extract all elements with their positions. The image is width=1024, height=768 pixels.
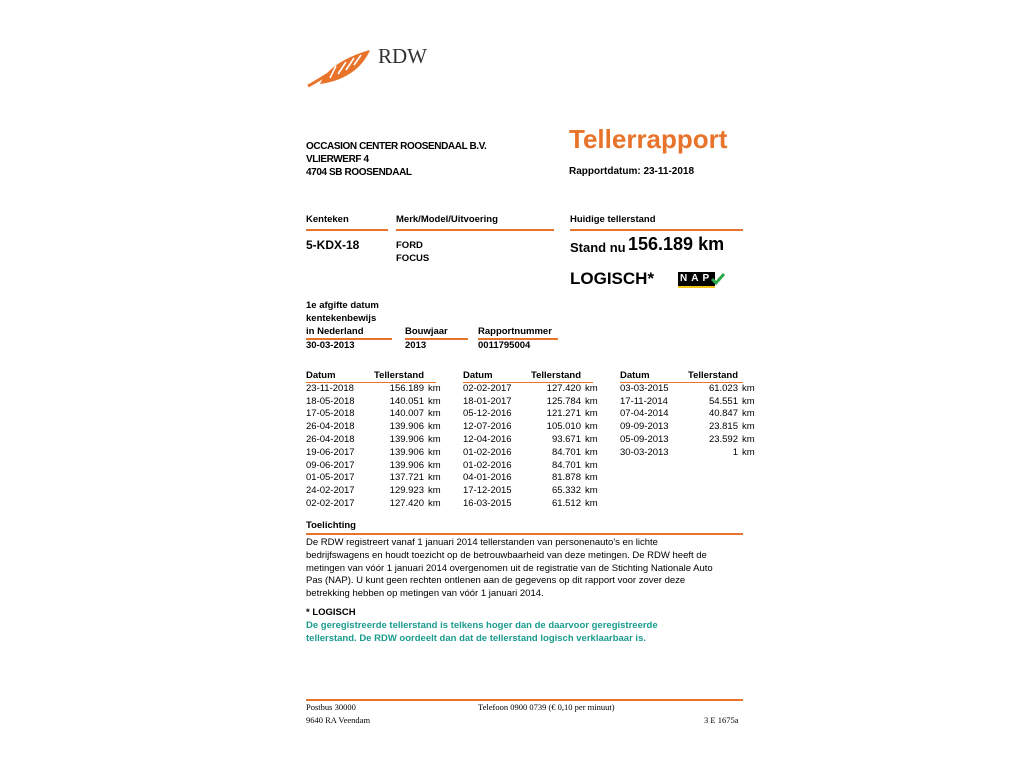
reading-date: 18-01-2017 [463, 395, 512, 407]
reading-date: 12-04-2016 [463, 433, 512, 445]
reading-value: 125.784 [546, 395, 581, 407]
reading-unit: km [428, 408, 441, 420]
nap-label: NAP [678, 272, 715, 288]
footer-divider [306, 699, 743, 701]
value-header: Tellerstand [531, 370, 581, 381]
date-header: Datum [306, 370, 336, 381]
table-row [620, 396, 760, 409]
reg-label-3: in Nederland [306, 325, 364, 337]
divider-huidige [570, 229, 743, 231]
explanation-line-4: Pas (NAP). U kunt geen rechten ontlenen aan de gegevens op dit rapport voor zover deze [306, 575, 686, 587]
report-date: Rapportdatum: 23-11-2018 [569, 166, 695, 177]
table-row [463, 421, 603, 434]
reading-unit: km [585, 382, 598, 394]
explanation-line-5: betrekking hebben op metingen van vóór 1 januari 2014. [306, 588, 544, 600]
reading-date: 01-05-2017 [306, 472, 355, 484]
reading-date: 24-02-2017 [306, 485, 355, 497]
verdict: LOGISCH* [570, 269, 655, 288]
reading-unit: km [428, 497, 441, 509]
reading-value: 23.592 [708, 433, 738, 445]
table-row [620, 421, 760, 434]
reading-value: 40.847 [708, 408, 738, 420]
reading-date: 30-03-2013 [620, 446, 669, 458]
reading-unit: km [585, 421, 598, 433]
reading-date: 19-06-2017 [306, 446, 355, 458]
table-row [306, 498, 446, 511]
reading-date: 01-02-2016 [463, 446, 512, 458]
table-divider [463, 382, 593, 384]
plate: 5-KDX-18 [306, 238, 360, 252]
table-row [463, 396, 603, 409]
reading-value: 140.007 [389, 408, 424, 420]
table-row [463, 472, 603, 485]
reading-date: 18-05-2018 [306, 395, 355, 407]
footer-city: 9640 RA Veendam [306, 715, 371, 725]
explanation-title: Toelichting [306, 520, 356, 531]
reading-date: 02-02-2017 [463, 382, 512, 394]
explanation-line-1: De RDW registreert vanaf 1 januari 2014 tellerstanden van personenauto's en lichte [306, 537, 658, 548]
reading-date: 17-05-2018 [306, 408, 355, 420]
reading-value: 1 [732, 446, 738, 458]
rapport-label: Rapportnummer [478, 326, 552, 337]
reading-date: 09-09-2013 [620, 421, 669, 433]
explanation-line-3: metingen van vóór 1 januari 2014 overgenomen uit de registratie van de Stichting Nationale Auto [306, 562, 713, 574]
table-row [306, 460, 446, 473]
reading-value: 121.271 [546, 408, 581, 420]
footer-code: 3 E 1675a [704, 715, 739, 725]
logisch-line-2: tellerstand. De RDW oordeelt dan dat de tellerstand logisch verklaarbaar is. [306, 632, 646, 644]
address-line-3: 4704 SB ROOSENDAAL [306, 167, 412, 178]
reading-unit: km [742, 408, 755, 420]
divider-kenteken [306, 229, 388, 231]
reading-date: 03-03-2015 [620, 382, 669, 394]
rapport-value: 0011795004 [478, 340, 531, 351]
reading-unit: km [742, 382, 755, 394]
logisch-line-1: De geregistreerde tellerstand is telkens hoger dan de daarvoor geregistreerde [306, 620, 658, 631]
footer-postbus: Postbus 30000 [306, 702, 356, 712]
table-row [620, 447, 760, 460]
reading-value: 54.551 [708, 395, 738, 407]
reading-value: 140.051 [389, 395, 424, 407]
logisch-text [306, 620, 658, 646]
table-row [463, 485, 603, 498]
reading-date: 26-04-2018 [306, 433, 355, 445]
divider-merk [396, 229, 554, 231]
reading-value: 61.023 [708, 382, 738, 394]
header-huidige: Huidige tellerstand [570, 214, 656, 225]
header-kenteken: Kenteken [306, 214, 349, 225]
table-row [463, 383, 603, 396]
reading-value: 139.906 [389, 421, 424, 433]
reading-unit: km [428, 446, 441, 458]
reading-date: 02-02-2017 [306, 497, 355, 509]
explanation-line-2: bedrijfswagens en houdt toezicht op de betrouwbaarheid van deze metingen. De RDW heeft de [306, 549, 707, 561]
reading-value: 23.815 [708, 421, 738, 433]
reading-unit: km [428, 485, 441, 497]
table-row [463, 434, 603, 447]
footer-phone: Telefoon 0900 0739 (€ 0,10 per minuut) [478, 702, 615, 712]
reading-unit: km [585, 472, 598, 484]
reading-value: 156.189 [389, 382, 424, 394]
registration-labels [306, 300, 379, 338]
date-header: Datum [463, 370, 493, 381]
reading-value: 61.512 [551, 497, 581, 509]
rdw-logo [306, 40, 436, 92]
reading-date: 23-11-2018 [306, 382, 354, 394]
table-row [306, 485, 446, 498]
checkmark-icon [710, 272, 726, 286]
reading-value: 127.420 [389, 497, 424, 509]
odometer-column-1 [306, 370, 446, 511]
reading-unit: km [585, 446, 598, 458]
reading-date: 05-12-2016 [463, 408, 512, 420]
reading-unit: km [428, 472, 441, 484]
leaf-logo-icon [306, 40, 372, 92]
reading-date: 26-04-2018 [306, 421, 355, 433]
reading-date: 17-11-2014 [620, 395, 668, 407]
reading-unit: km [585, 408, 598, 420]
table-row [463, 408, 603, 421]
bouwjaar-value: 2013 [405, 340, 427, 351]
reading-unit: km [428, 382, 441, 394]
reading-value: 81.878 [551, 472, 581, 484]
table-row [306, 447, 446, 460]
nap-badge [678, 272, 726, 288]
reading-date: 01-02-2016 [463, 459, 512, 471]
reading-value: 105.010 [546, 421, 581, 433]
reading-value: 93.671 [551, 433, 581, 445]
table-row [306, 421, 446, 434]
table-row [620, 408, 760, 421]
reg-date: 30-03-2013 [306, 340, 355, 351]
stand-prefix: Stand nu [570, 240, 626, 255]
reading-unit: km [585, 433, 598, 445]
reading-unit: km [428, 421, 441, 433]
stand-value: 156.189 km [628, 234, 725, 254]
table-row [306, 408, 446, 421]
date-header: Datum [620, 370, 650, 381]
table-divider [306, 382, 436, 384]
table-row [306, 396, 446, 409]
address-block [306, 140, 486, 179]
reading-unit: km [742, 446, 755, 458]
table-row [306, 434, 446, 447]
table-row [463, 447, 603, 460]
address-line-1: OCCASION CENTER ROOSENDAAL B.V. [306, 141, 487, 152]
table-row [306, 383, 446, 396]
reading-date: 04-01-2016 [463, 472, 512, 484]
explanation-text [306, 537, 713, 601]
reading-date: 05-09-2013 [620, 433, 669, 445]
reading-value: 65.332 [551, 485, 581, 497]
value-header: Tellerstand [374, 370, 424, 381]
logisch-title: * LOGISCH [306, 607, 356, 618]
reading-unit: km [742, 433, 755, 445]
reading-unit: km [742, 421, 755, 433]
reading-value: 84.701 [551, 459, 581, 471]
header-merk: Merk/Model/Uitvoering [396, 214, 498, 225]
bouwjaar-label: Bouwjaar [405, 326, 448, 337]
reading-unit: km [428, 433, 441, 445]
reading-date: 17-12-2015 [463, 485, 512, 497]
reading-date: 07-04-2014 [620, 408, 669, 420]
reading-unit: km [428, 459, 441, 471]
reading-unit: km [585, 459, 598, 471]
report-title: Tellerrapport [569, 124, 728, 154]
reading-date: 16-03-2015 [463, 497, 512, 509]
reading-value: 139.906 [389, 433, 424, 445]
reading-value: 129.923 [389, 485, 424, 497]
value-header: Tellerstand [688, 370, 738, 381]
logo-text: RDW [378, 44, 427, 68]
odometer-column-3 [620, 370, 760, 460]
reading-unit: km [585, 395, 598, 407]
reading-unit: km [585, 497, 598, 509]
table-row [463, 460, 603, 473]
table-divider [620, 382, 743, 384]
reading-value: 139.906 [389, 446, 424, 458]
reading-value: 127.420 [546, 382, 581, 394]
divider-explanation [306, 533, 743, 535]
reading-value: 139.906 [389, 459, 424, 471]
reading-unit: km [742, 395, 755, 407]
address-line-2: VLIERWERF 4 [306, 154, 369, 165]
table-row [306, 472, 446, 485]
vehicle-make: FORD [396, 240, 423, 251]
reading-value: 137.721 [389, 472, 424, 484]
reading-date: 12-07-2016 [463, 421, 512, 433]
odometer-column-2 [463, 370, 603, 511]
reading-date: 09-06-2017 [306, 459, 355, 471]
reading-unit: km [585, 485, 598, 497]
table-row [620, 383, 760, 396]
reading-unit: km [428, 395, 441, 407]
reg-label-2: kentekenbewijs [306, 312, 377, 324]
reg-label-1: 1e afgifte datum [306, 300, 379, 311]
vehicle-model: FOCUS [396, 253, 430, 264]
table-row [620, 434, 760, 447]
table-row [463, 498, 603, 511]
reading-value: 84.701 [551, 446, 581, 458]
